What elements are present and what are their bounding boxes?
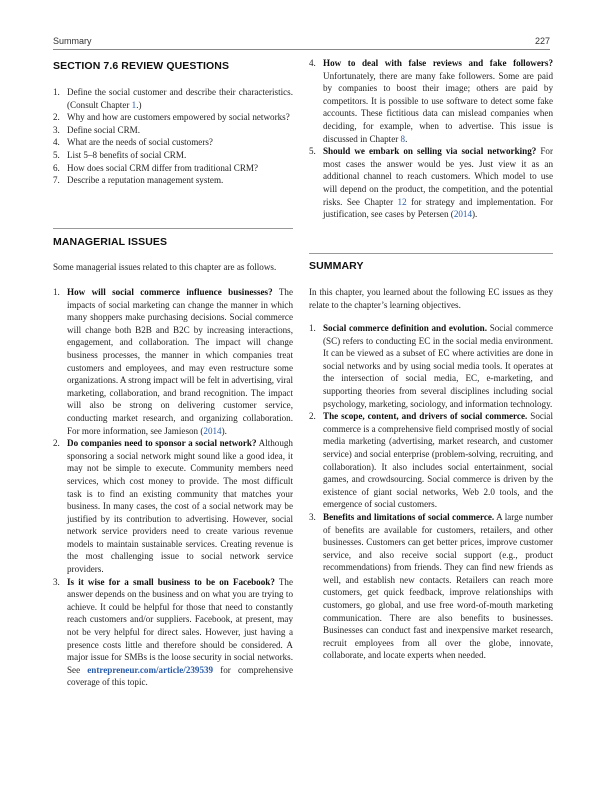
review-question: 2. Why and how are customers empowered by social networks? (53, 112, 290, 123)
managerial-issue: 4. How to deal with false reviews and fake followers? Unfortunately, there are many fake followers. Some are paid by companies to boost their image; others are paid by competitors. It is possible to use software to detect some fake accounts. These fictitious data can mislead companies when deciding, for example, when to advertise. This issue is discussed in Chapter 8. (309, 58, 553, 144)
managerial-issue: 2. Do companies need to sponsor a social network? Although sponsoring a social network might sound like a good idea, it may not be simple to execute. Community members need services, which cost money to provide. The most difficult task is to find an existing community that matches your business. In many cases, the cost of a social network may be justified by its contribution to advertising. However, social network service providers need to create various revenue models to maintain sustainable services. Creating revenue is the most challenging issue to social network service providers. (53, 438, 293, 575)
header-rule (53, 49, 550, 50)
chapter-link[interactable]: 1 (131, 99, 137, 110)
summary-item: 2. The scope, content, and drivers of social commerce. Social commerce is a comprehensive field comprised mostly of social media marketing (advertising, market research, and customer service) and social enterprise (problem-solving, recruiting, and collaboration). It also includes social entertainment, social games, and crowdsourcing. Social commerce is driven by the existence of giant social networks, Web 2.0 tools, and the emergence of social customers. (309, 411, 553, 510)
summary-list (309, 322, 553, 662)
managerial-intro: Some managerial issues related to this chapter are as follows. (53, 262, 277, 272)
review-question: 1. Define the social customer and describe their characteristics. (Consult Chapter 1.) (53, 87, 293, 110)
review-question: 6. How does social CRM differ from traditional CRM? (53, 162, 259, 173)
running-header (53, 34, 550, 48)
managerial-issue: 1. How will social commerce influence businesses? The impacts of social marketing can change the manner in which many shoppers make purchasing decisions. Social commerce will change both B2B and B2C by increasing interactions, engagement, and collaboration. The impact will change business processes, the manner in which companies treat customers and employees, and may even restructure some organizations. A strong impact will be felt in advertising, viral marketing, collaboration, and brand recognition. The impact will also be strong on delivering customer service, conducting market research, and organizing collaboration. For more information, see Jamieson (2014). (53, 287, 293, 436)
review-questions-heading: SECTION 7.6 REVIEW QUESTIONS (53, 60, 230, 72)
chapter-link[interactable]: 12 (397, 196, 407, 207)
page-number: 227 (534, 36, 550, 46)
section-rule (53, 228, 293, 229)
review-question: 7. Describe a reputation management system. (53, 175, 224, 186)
managerial-issues-list-continued (309, 57, 553, 221)
review-questions-list (53, 86, 293, 187)
section-rule (309, 253, 553, 254)
managerial-issues-list (53, 286, 293, 689)
citation-link[interactable]: 2014 (453, 209, 472, 220)
review-question: 4. What are the needs of social customers? (53, 137, 213, 148)
entrepreneur-url-link[interactable]: entrepreneur.com/article/239539 (87, 664, 214, 675)
summary-heading: SUMMARY (309, 260, 364, 272)
review-question: 3. Define social CRM. (53, 124, 140, 135)
summary-item: 3. Benefits and limitations of social commerce. A large number of benefits are available for customers, retailers, and other businesses. Customers can get better prices, improve customer service, and also receive social support (e.g., product recommendations) from friends. They can find new friends as well, and establish new contacts. Retailers can reach more customers, get quick feedback, improve relationships with customers, go global, and use free word-of-mouth marketing communication. There are also benefits to businesses. Businesses can conduct fast and inexpensive market research, recruit employees from all over the globe, innovate, collaborate, and locate experts when needed. (309, 511, 554, 661)
summary-intro: In this chapter, you learned about the following EC issues as they relate to the chapter’s learning objectives. (309, 287, 553, 310)
summary-item: 1. Social commerce definition and evolution. Social commerce (SC) refers to conducting EC in the social media environment. It can be viewed as a subset of EC where activities are done in social networks and by using social media tools. It operates at the intersection of social media, EC, e-marketing, and supporting theories from several disciplines including social psychology, marketing, sociology, and information technology. (309, 323, 553, 409)
managerial-issues-heading: MANAGERIAL ISSUES (53, 236, 168, 248)
managerial-issue: 5. Should we embark on selling via social networking? For most cases the answer would be yes. Just view it as an additional channel to reach customers. Which model to use will depend on the product, the competition, and the potential risks. See Chapter 12 for strategy and implementation. For justification, see cases by Petersen (2014). (309, 146, 553, 220)
managerial-issue: 3. Is it wise for a small business to be on Facebook? The answer depends on the business and on what you are trying to achieve. It could be helpful for those that need to constantly reach customers and/or suppliers. Facebook, at present, may not be very helpful for direct sales. However, just having a presence costs little and therefore should be considered. A major issue for SMBs is the loose security in social networks. See entrepreneur.com/article/239539 for comprehensive coverage of this topic. (53, 576, 293, 688)
citation-link[interactable]: 2014 (203, 425, 222, 436)
chapter-link[interactable]: 8 (400, 133, 406, 144)
running-header-section: Summary (53, 36, 92, 46)
review-question: 5. List 5–8 benefits of social CRM. (53, 149, 187, 160)
